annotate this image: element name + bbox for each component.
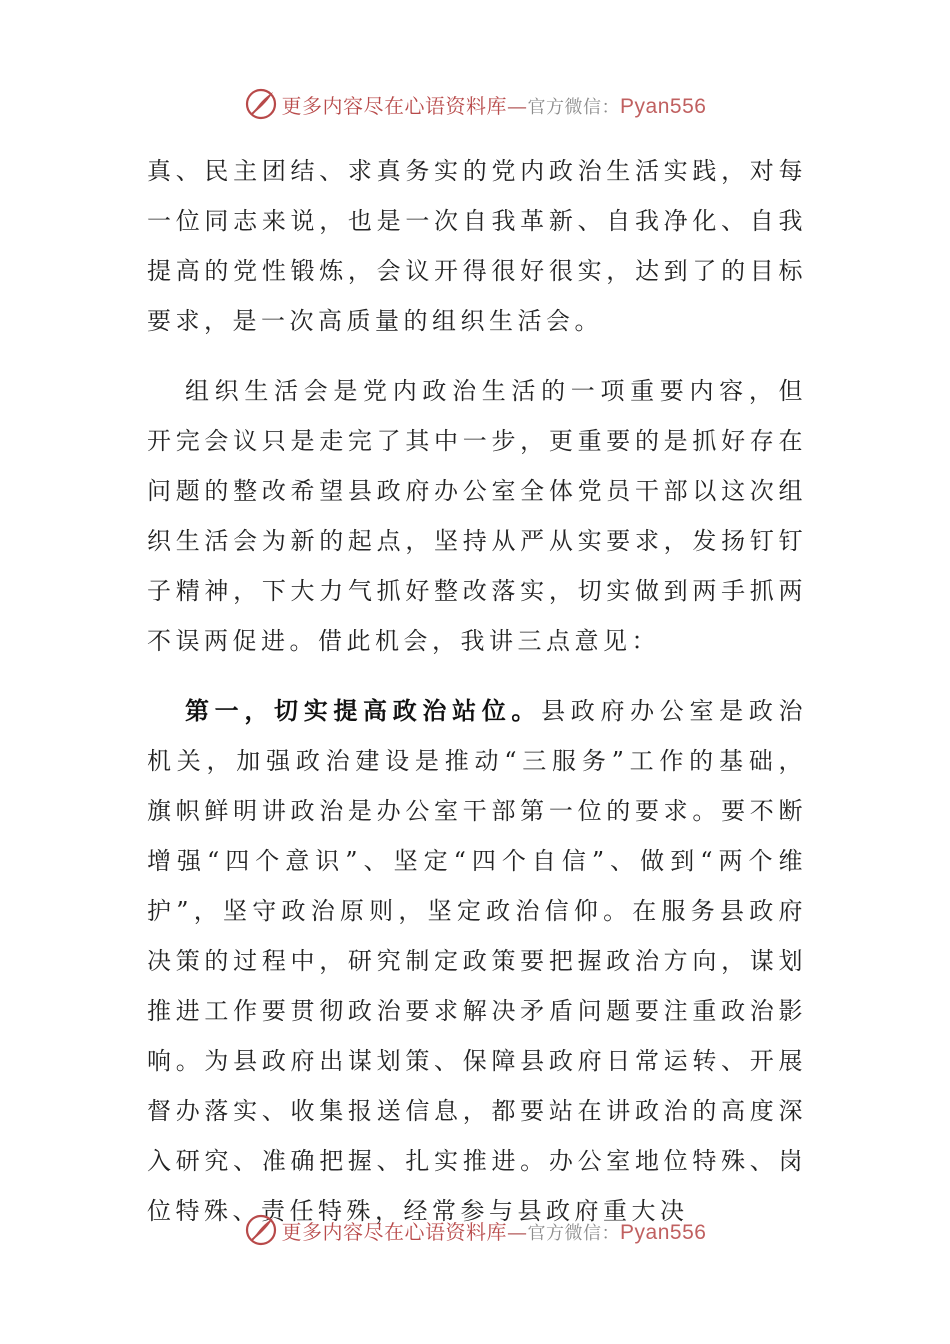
paragraph-1: 真、民主团结、求真务实的党内政治生活实践，对每一位同志来说，也是一次自我革新、自我净化、自我提高的党性锻炼，会议开得很好很实，达到了的目标要求，是一次高质量的组织生活会。 — [147, 157, 807, 335]
paragraph-3 — [147, 686, 807, 1236]
footer-wechat-id: Pyan556 — [620, 1220, 707, 1244]
header-wechat-id: Pyan556 — [620, 94, 707, 118]
paragraph-2: 组织生活会是党内政治生活的一项重要内容，但开完会议只是走完了其中一步，更重要的是抓好存在问题的整改希望县政府办公室全体党员干部以这次组织生活会为新的起点，坚持从严从实要求，发扬钉钉子精神，下大力气抓好整改落实，切实做到两手抓两不误两促进。借此机会，我讲三点意见： — [147, 377, 807, 655]
footer-banner-text — [282, 1216, 707, 1245]
footer-site-text: 更多内容尽在心语资料库 — [281, 1219, 508, 1244]
quill-logo-icon — [244, 1213, 278, 1247]
footer-separator: — — [507, 1219, 528, 1244]
footer-banner — [0, 1210, 950, 1250]
header-wechat-label: 官方微信： — [527, 96, 621, 118]
header-banner — [0, 84, 950, 124]
document-body — [147, 146, 807, 1236]
paragraph-3-heading: 第一，切实提高政治站位。 — [185, 696, 542, 725]
header-banner-text — [282, 90, 707, 119]
header-site-text: 更多内容尽在心语资料库 — [281, 93, 508, 118]
paragraph-3-text: 县政府办公室是政治机关，加强政治建设是推动“三服务”工作的基础，旗帜鲜明讲政治是办公室干部第一位的要求。要不断增强“四个意识”、坚定“四个自信”、做到“两个维护”，坚守政治原则，坚定政治信仰。在服务县政府决策的过程中，研究制定政策要把握政治方向，谋划推进工作要贯彻政治要求解决矛盾问题要注重政治影响。为县政府出谋划策、保障县政府日常运转、开展督办落实、收集报送信息，都要站在讲政治的高度深入研究、准确把握、扎实推进。办公室地位特殊、岗位特殊、责任特殊，经常参与县政府重大决 — [147, 697, 808, 1225]
quill-logo-icon — [244, 87, 278, 121]
footer-wechat-label: 官方微信： — [527, 1222, 621, 1244]
header-separator: — — [507, 93, 528, 118]
